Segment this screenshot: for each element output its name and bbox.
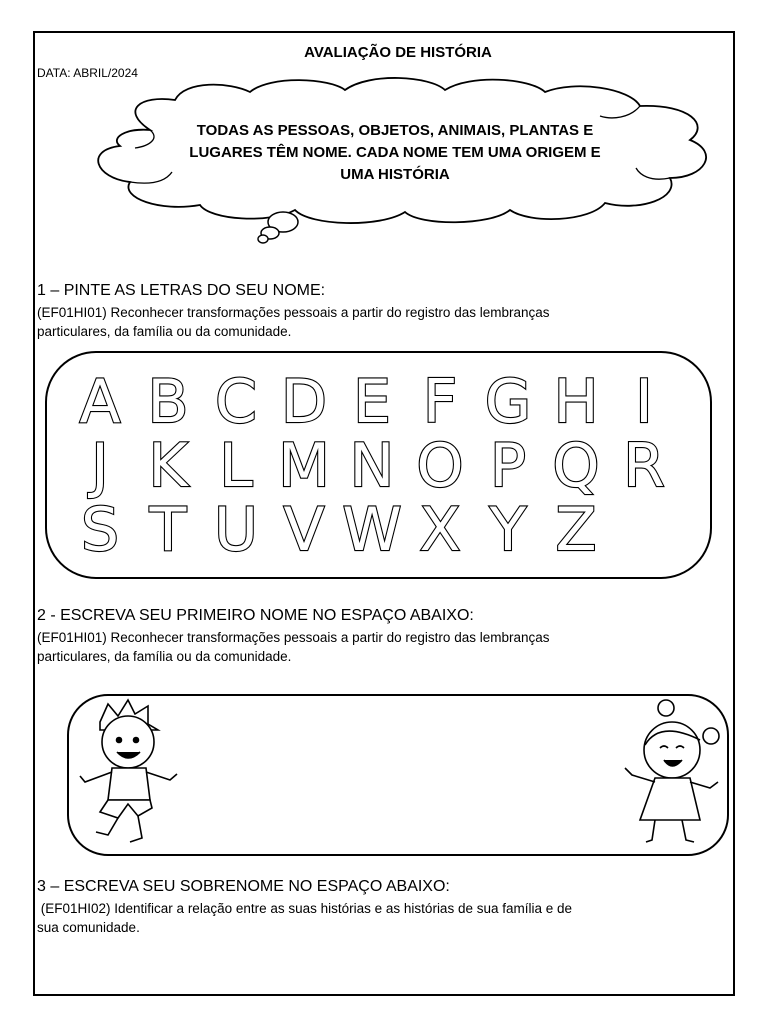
section-2-code-line-1: (EF01HI01) Reconhecer transformações pessoais a partir do registro das lembranças [37,630,550,645]
letter-x[interactable]: X [419,495,461,565]
section-3-code-line-2: sua comunidade. [37,920,140,935]
letter-g[interactable]: G [484,367,532,437]
section-3-code [37,899,717,937]
letter-r[interactable]: R [623,431,665,501]
letter-c[interactable]: C [215,367,257,437]
letter-j[interactable]: J [91,431,109,501]
letter-t[interactable]: T [149,495,187,565]
section-1-code-line-2: particulares, da família ou da comunidade. [37,324,292,339]
section-3-code-line-1: (EF01HI02) Identificar a relação entre as suas histórias e as histórias de sua família e de [37,901,573,916]
date-label: DATA: ABRIL/2024 [37,66,138,80]
letter-y[interactable]: Y [489,495,527,565]
section-2-code-line-2: particulares, da família ou da comunidade. [37,649,292,664]
letter-d[interactable]: D [280,367,328,437]
letter-v[interactable]: V [283,495,325,565]
letter-m[interactable]: M [278,431,330,501]
cloud-line-1: TODAS AS PESSOAS, OBJETOS, ANIMAIS, PLANTAS E [196,122,594,139]
letter-q[interactable]: Q [552,431,600,501]
letter-e[interactable]: E [353,367,391,437]
letter-l[interactable]: L [219,431,253,501]
letter-p[interactable]: P [489,431,527,501]
section-2-title: 2 - ESCREVA SEU PRIMEIRO NOME NO ESPAÇO ABAIXO: [37,607,474,624]
letter-f[interactable]: F [422,367,458,437]
letter-u[interactable]: U [214,495,258,565]
letter-i[interactable]: I [635,367,653,437]
section-1-code-line-1: (EF01HI01) Reconhecer transformações pessoais a partir do registro das lembranças [37,305,550,320]
letter-s[interactable]: S [80,495,120,565]
cloud-line-3: UMA HISTÓRIA [340,166,450,183]
title-text: AVALIAÇÃO DE HISTÓRIA [304,44,492,61]
letter-h[interactable]: H [553,367,599,437]
letter-b[interactable]: B [147,367,189,437]
section-1-title: 1 – PINTE AS LETRAS DO SEU NOME: [37,282,326,299]
letter-w[interactable]: W [342,495,402,565]
letter-k[interactable]: K [148,431,188,501]
letter-z[interactable]: Z [555,495,597,565]
letter-a[interactable]: A [79,367,121,437]
cloud-line-2: LUGARES TÊM NOME. CADA NOME TEM UMA ORIGEM E [189,144,601,161]
letter-o[interactable]: O [416,431,464,501]
letter-n[interactable]: N [349,431,395,501]
section-3-title: 3 – ESCREVA SEU SOBRENOME NO ESPAÇO ABAIXO: [37,878,450,895]
